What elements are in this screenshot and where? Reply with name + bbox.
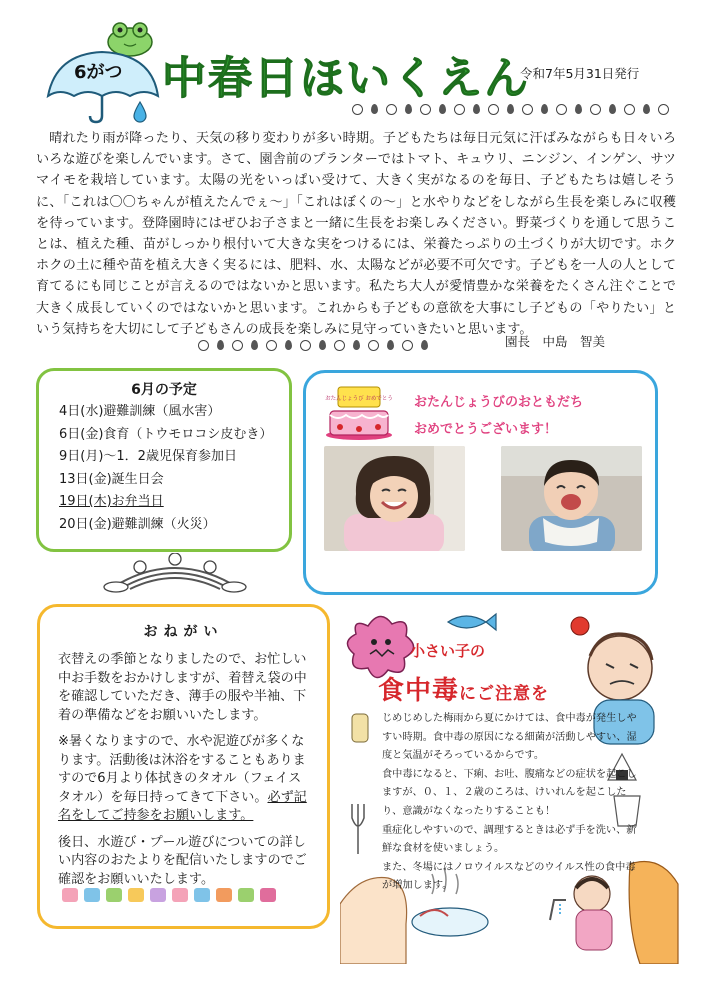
request-paragraph-2-emphasis: 必ず記名をしてご持参をお願いします。 [58,789,307,823]
decorative-border-top [352,104,669,115]
pants-icon [172,888,188,902]
request-paragraph-2 [58,733,314,826]
birthday-box [303,370,658,595]
tomato-icon [571,617,589,635]
principal-signature: 園長 中島 智美 [505,334,606,349]
birthday-cake-icon [324,383,394,441]
schedule-item: 20日(金)避難訓練（火災） [59,516,216,532]
birthday-heading-2: おめでとうございます！ [414,422,558,437]
dress-icon [128,888,144,902]
shirt-icon [150,888,166,902]
cloud-icon [104,582,128,592]
food-heading-main [378,670,549,707]
animal-icon [134,561,146,573]
month-badge: 6がつ [74,62,123,83]
shirt-icon [238,888,254,902]
clothes-icons-row [62,888,312,908]
child-photo-1 [324,446,465,551]
shirt-icon [106,888,122,902]
pants-icon [84,888,100,902]
schedule-list [39,401,289,536]
request-paragraph-1: 衣替えの季節となりましたので、お忙しい中お手数をおかけしますが、着替え袋の中を確認していただき、薄手の服や半袖、下着の準備などをお願いいたします。 [58,652,307,723]
food-poisoning-section [340,604,680,964]
cloud-icon [222,582,246,592]
issue-date: 令和7年5月31日発行 [520,66,640,81]
newsletter-title: 中春日ほいくえん [162,53,530,104]
food-paragraph: じめじめした梅雨から夏にかけては、食中毒が発生しやすい時期。食中毒の原因になる細菌が活動しやすい、湿度と気温がそろっているからです。 [382,713,637,762]
fish-icon [448,614,496,630]
request-paragraph-3: 後日、水遊び・プール遊びについての詳しい内容のおたよりを配信いたしますのでご確認をお願いいたします。 [58,834,307,887]
schedule-item: 4日(水)避難訓練（風水害） [59,404,221,419]
food-paragraph: 食中毒になると、下痢、お吐、腹痛などの症状を起こしますが、０、１、２歳のころは、けいれんを起こしたり、意識がなくなったりすることも！ [382,768,637,817]
food-heading-tail: にご注意を [459,684,550,704]
schedule-item: 6日(金)食育（トウモロコシ皮むき） [59,426,273,442]
schedule-item: 9日(月)～1．2歳児保育参加日 [59,449,237,464]
food-paragraph: また、冬場にはノロウイルスなどのウイルス性の食中毒が増加します。 [382,861,636,892]
dress-icon [216,888,232,902]
fork-icon [352,804,364,854]
animal-icon [169,553,181,565]
request-paragraph-2-text: ※暑くなりますので、水や泥遊びが多くなります。活動後は沐浴をすることもありますので6月より体拭きのタオル（フェイスタオル）を毎日持ってきて下さい。 [58,734,306,805]
food-paragraph: 重症化しやすいので、調理するときは必ず手を洗い、新鮮な食材を使いましょう。 [382,824,637,855]
faucet-icon [550,900,566,920]
food-poisoning-body [382,710,644,896]
birthday-heading-1: おたんじょうびのおともだち [414,395,584,410]
schedule-title: 6月の予定 [131,382,197,398]
raindrop-icon [134,102,146,122]
decorative-border-middle [198,340,428,351]
schedule-item: 13日(金)誕生日会 [59,471,164,487]
child-photo-2 [501,446,642,551]
shirt-icon [62,888,78,902]
request-title: おねがい [143,624,224,640]
schedule-box [36,368,292,552]
umbrella-frog-illustration [40,18,165,126]
rainbow-animals-illustration [100,553,250,593]
virus-icon [347,616,413,677]
request-box [37,604,330,929]
bottle-icon [352,714,368,742]
pants-icon [260,888,276,902]
animal-icon [204,561,216,573]
shirt-icon [194,888,210,902]
cake-label: おたんじょうび おめでとう [325,396,393,402]
principal-message: 晴れたり雨が降ったり、天気の移り変わりが多い時期。子どもたちは毎日元気に汗ばみながらも日々いろいろな遊びを楽しんでいます。さて、園舎前のプランターではトマト、キュウリ、ニンジン、インゲン、サツマイモを栽培しています。太陽の光をいっぱい受けて、大きく実がなるのを毎日、子どもたちは嬉しそうに、「これは〇〇ちゃんが植えたんでぇ～」「これはぼくの～」と水やりなどをしながら生長を楽しみに収穫を待っています。登降園時にはぜひお子さまと一緒に生長をお楽しみください。野菜づくりを通して思うことは、植えた種、苗がしっかり根付いて大きな実をつけるには、栄養たっぷりの土づくりが大切です。ホクホクの土に種や苗を植え大きく実るには、肥料、水、太陽などが必要不可欠です。子どもを一人の人として育てるにも同じことが言えるのではないかと思います。私たち大人が愛情豊かな栄養をたくさん注ぐことで大きく成長していくのではないかと思います。これからも子どもの意欲を大事にし子どもの「やりたい」という気持ちを大切にして子どもさんの成長を楽しみに見守っていきたいと思います。 [36,131,676,337]
frog-icon [108,23,152,56]
schedule-item: 19日(木)お弁当日 [59,494,164,509]
food-heading-keyword: 食中毒 [378,676,460,706]
food-heading-small: 小さい子の [410,642,486,660]
